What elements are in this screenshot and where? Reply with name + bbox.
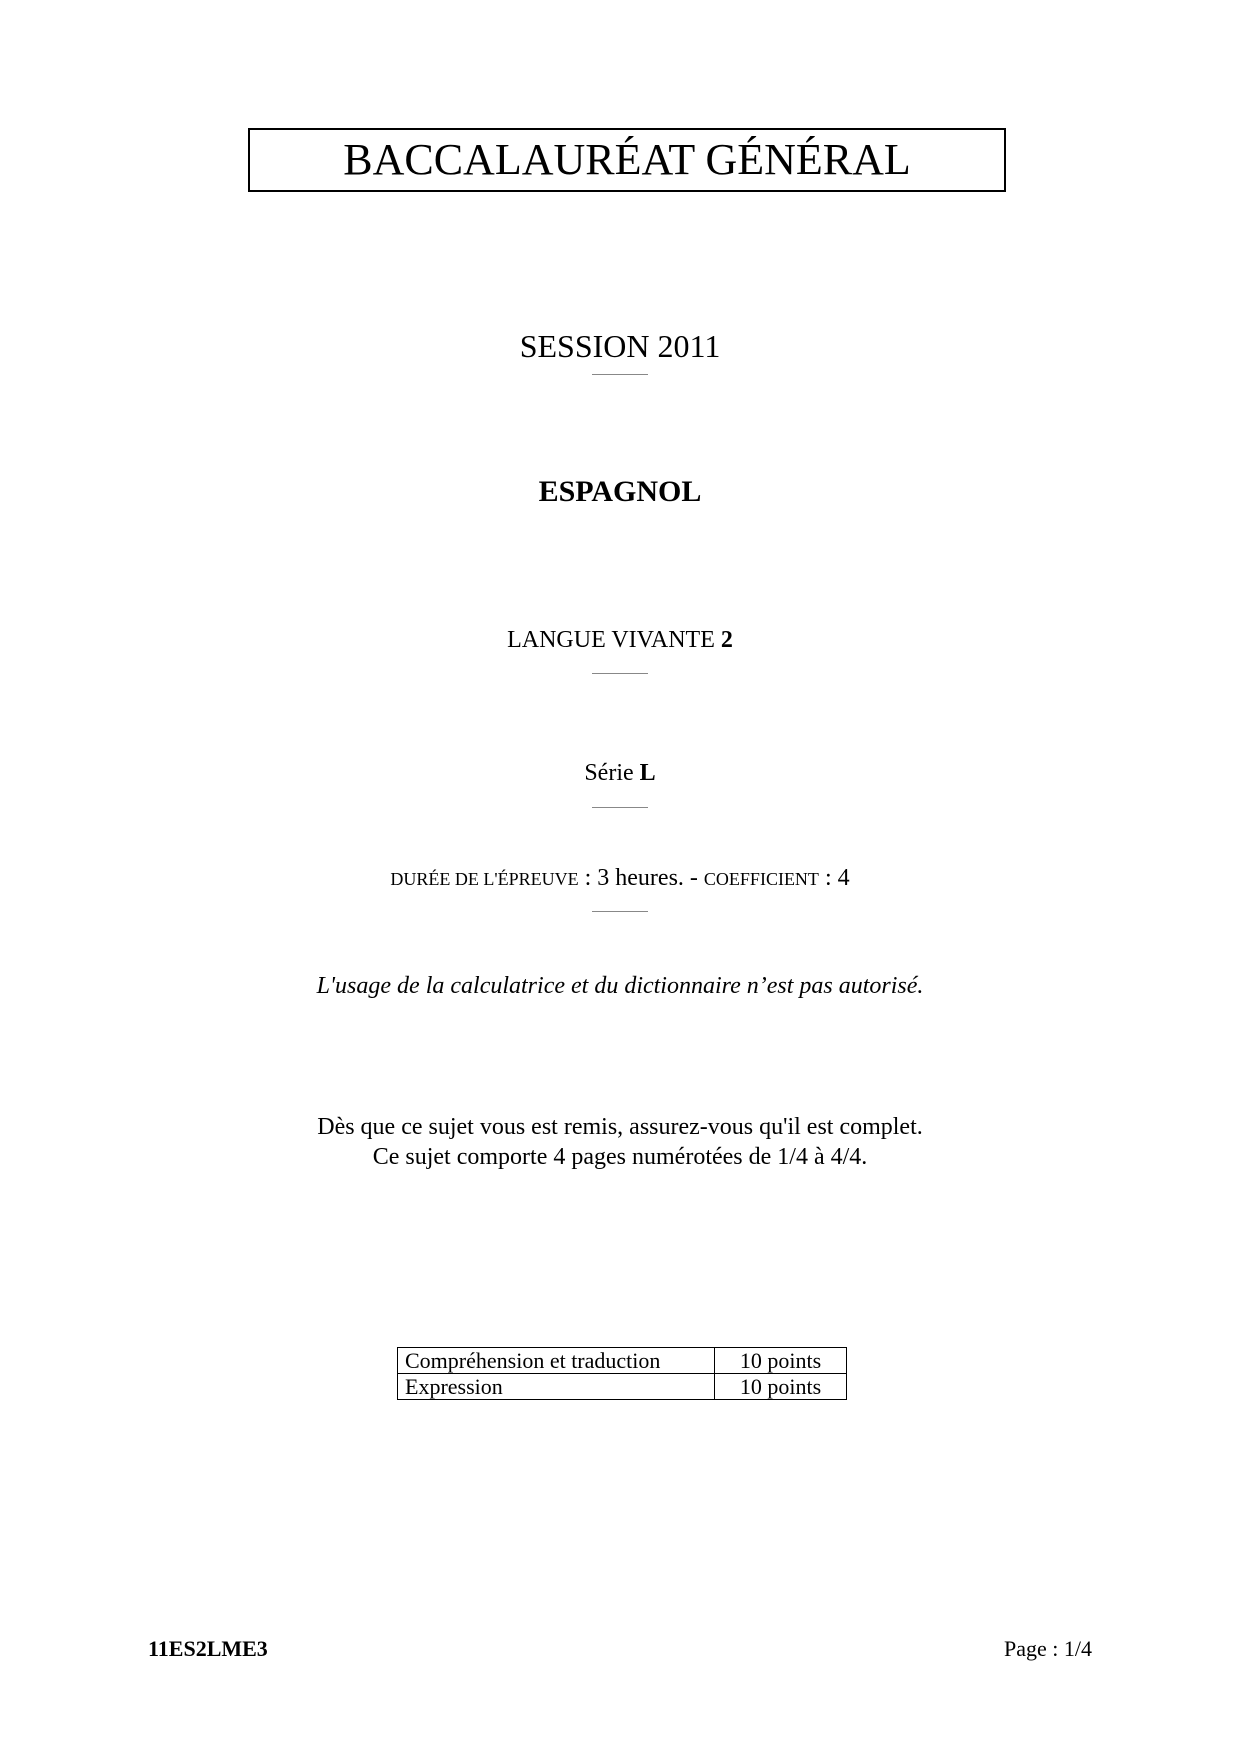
score-points: 10 points [715, 1374, 847, 1400]
table-row [398, 1348, 847, 1374]
subject-title: ESPAGNOL [538, 475, 702, 508]
exam-title: BACCALAURÉAT GÉNÉRAL [248, 128, 1006, 192]
usage-note: L'usage de la calculatrice et du dictionnaire n’est pas autorisé. [316, 973, 924, 999]
session-label: SESSION 2011 [519, 328, 721, 364]
separator-line [592, 807, 648, 808]
duree-sep: : [578, 865, 598, 891]
score-label: Expression [398, 1374, 715, 1400]
separator-line [592, 911, 648, 912]
separator-line [592, 374, 648, 375]
coefficient-value: 4 [837, 865, 850, 891]
duree-label: DURÉE DE L'ÉPREUVE [390, 869, 579, 889]
separator-line [592, 673, 648, 674]
footer-code: 11ES2LME3 [148, 1636, 268, 1661]
coefficient-label: COEFFICIENT [703, 869, 819, 889]
instruction-line: Ce sujet comporte 4 pages numérotées de 1/4 à 4/4. [372, 1144, 868, 1170]
duree-sep: : [818, 865, 838, 891]
langue-vivante-line [0, 624, 1240, 656]
duree-sep: - [683, 865, 704, 891]
table-row [398, 1374, 847, 1400]
serie-letter: L [639, 760, 656, 786]
duree-line [0, 862, 1240, 895]
score-points: 10 points [715, 1348, 847, 1374]
langue-text: LANGUE VIVANTE [507, 627, 721, 653]
serie-line [0, 757, 1240, 789]
serie-text: Série [584, 760, 640, 786]
score-table [397, 1347, 847, 1400]
instructions [0, 1112, 1240, 1172]
instruction-line: Dès que ce sujet vous est remis, assurez-vous qu'il est complet. [317, 1114, 923, 1140]
duree-value: 3 heures. [597, 865, 684, 891]
score-label: Compréhension et traduction [398, 1348, 715, 1374]
langue-number: 2 [720, 627, 733, 653]
page-number: Page : 1/4 [1004, 1636, 1092, 1661]
